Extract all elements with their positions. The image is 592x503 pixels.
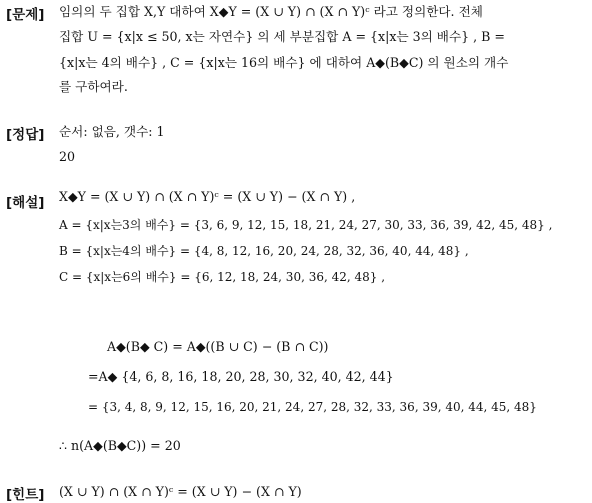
problem-line-3: {x|x는 4의 배수} , C = {x|x는 16의 배수} 에 대하여 A◆(B◆C) 의 원소의 개수 — [59, 55, 509, 70]
solution-line-2: A = {x|x는3의 배수} = {3, 6, 9, 12, 15, 18, 21, 24, 27, 30, 33, 36, 39, 42, 45, 48} , — [59, 218, 553, 232]
derivation-line-2: =A◆ {4, 6, 8, 16, 18, 20, 28, 30, 32, 40, 42, 44} — [88, 369, 394, 384]
answer-value: 20 — [59, 149, 76, 164]
solution-conclusion: ∴ n(A◆(B◆C)) = 20 — [59, 438, 181, 453]
derivation-line-3: = {3, 4, 8, 9, 12, 15, 16, 20, 21, 24, 27, 28, 32, 33, 36, 39, 40, 44, 45, 48} — [88, 400, 537, 414]
hint-label: [힌트] — [6, 487, 45, 503]
problem-label: [문제] — [6, 7, 45, 23]
derivation-line-1: A◆(B◆ C) = A◆((B ∪ C) − (B ∩ C)) — [107, 339, 329, 354]
problem-line-4: 를 구하여라. — [59, 79, 128, 94]
solution-line-3: B = {x|x는4의 배수} = {4, 8, 12, 16, 20, 24, 28, 32, 36, 40, 44, 48} , — [59, 244, 469, 258]
solution-line-1: X◆Y = (X ∪ Y) ∩ (X ∩ Y)ᶜ = (X ∪ Y) − (X ∩ Y) , — [59, 189, 356, 204]
answer-line-1: 순서: 없음, 갯수: 1 — [59, 124, 165, 139]
solution-label: [해설] — [6, 195, 45, 211]
problem-line-1: 임의의 두 집합 X,Y 대하여 X◆Y = (X ∪ Y) ∩ (X ∩ Y)ᶜ 라고 정의한다. 전체 — [59, 4, 483, 19]
problem-line-2: 집합 U = {x|x ≤ 50, x는 자연수} 의 세 부분집합 A = {x|x는 3의 배수} , B = — [59, 29, 505, 44]
answer-label: [정답] — [6, 127, 45, 143]
hint-line: (X ∪ Y) ∩ (X ∩ Y)ᶜ = (X ∪ Y) − (X ∩ Y) — [59, 484, 302, 499]
solution-line-4: C = {x|x는6의 배수} = {6, 12, 18, 24, 30, 36, 42, 48} , — [59, 270, 386, 284]
